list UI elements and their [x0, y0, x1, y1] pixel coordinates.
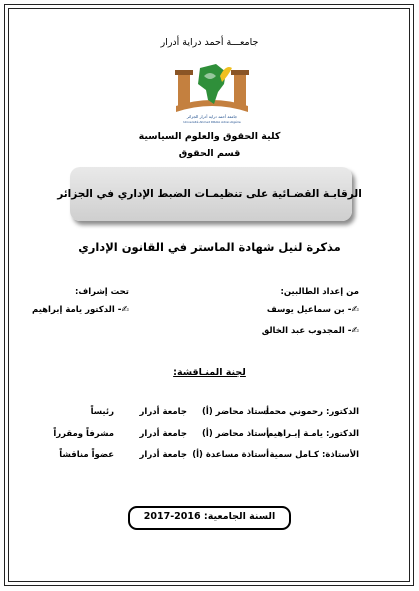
supervisor-name: ✍- الدكتور يامة إبراهيم	[32, 305, 129, 315]
committee-member-name: الدكتور: يامـة إبـراهيم	[267, 429, 359, 439]
committee-label: لجنة المنـاقشة:	[173, 367, 246, 378]
thesis-note: مذكرة لنيل شهادة الماستر في القانون الإداري	[78, 240, 341, 254]
academic-year: السنة الجامعية: 2016-2017	[143, 511, 276, 522]
student-1: ✍- بن سماعيل يوسف	[266, 305, 359, 315]
writing-hand-icon: ✍-	[117, 305, 129, 315]
committee-member-university: جامعة أدرار	[139, 450, 187, 460]
committee-member-rank: أستاذة مساعدة (أ)	[192, 450, 269, 460]
prepared-by-label: من إعداد الطالبين:	[280, 287, 359, 297]
committee-member-role: رئيساً	[90, 407, 114, 417]
committee-member-role: عضواً مناقشاً	[59, 450, 114, 460]
committee-member-role: مشرفاً ومقرراً	[53, 429, 114, 439]
logo-text-fr: Université Ahmed DRAIA Adrar-Algérie	[183, 120, 241, 124]
committee-member-name: الدكتور: رحموني محمد	[264, 407, 359, 417]
university-name: جامعـــة أحمد دراية أدرار	[160, 37, 259, 48]
thesis-title: الرقابـة القضـائية على تنظيمـات الضبط الإداري في الجزائر	[57, 188, 362, 200]
department-name: قسم الحقوق	[178, 148, 241, 159]
student-2: ✍- المجدوب عبد الخالق	[261, 326, 359, 336]
committee-member-university: جامعة أدرار	[139, 429, 187, 439]
supervised-by-label: تحت إشراف:	[74, 287, 129, 297]
writing-hand-icon: ✍-	[347, 326, 359, 336]
faculty-name: كلية الحقوق والعلوم السياسية	[138, 131, 281, 142]
logo-text-ar: جامعة أحمد دراية أدرار الجزائر	[186, 114, 238, 119]
writing-hand-icon: ✍-	[347, 305, 359, 315]
committee-member-rank: أستاذ محاضر (أ)	[202, 407, 269, 417]
committee-member-name: الأستاذة: كـامل سمية	[269, 450, 359, 460]
committee-member-rank: أستاذ محاضر (أ)	[202, 429, 269, 439]
committee-member-university: جامعة أدرار	[139, 407, 187, 417]
university-logo	[170, 54, 254, 128]
